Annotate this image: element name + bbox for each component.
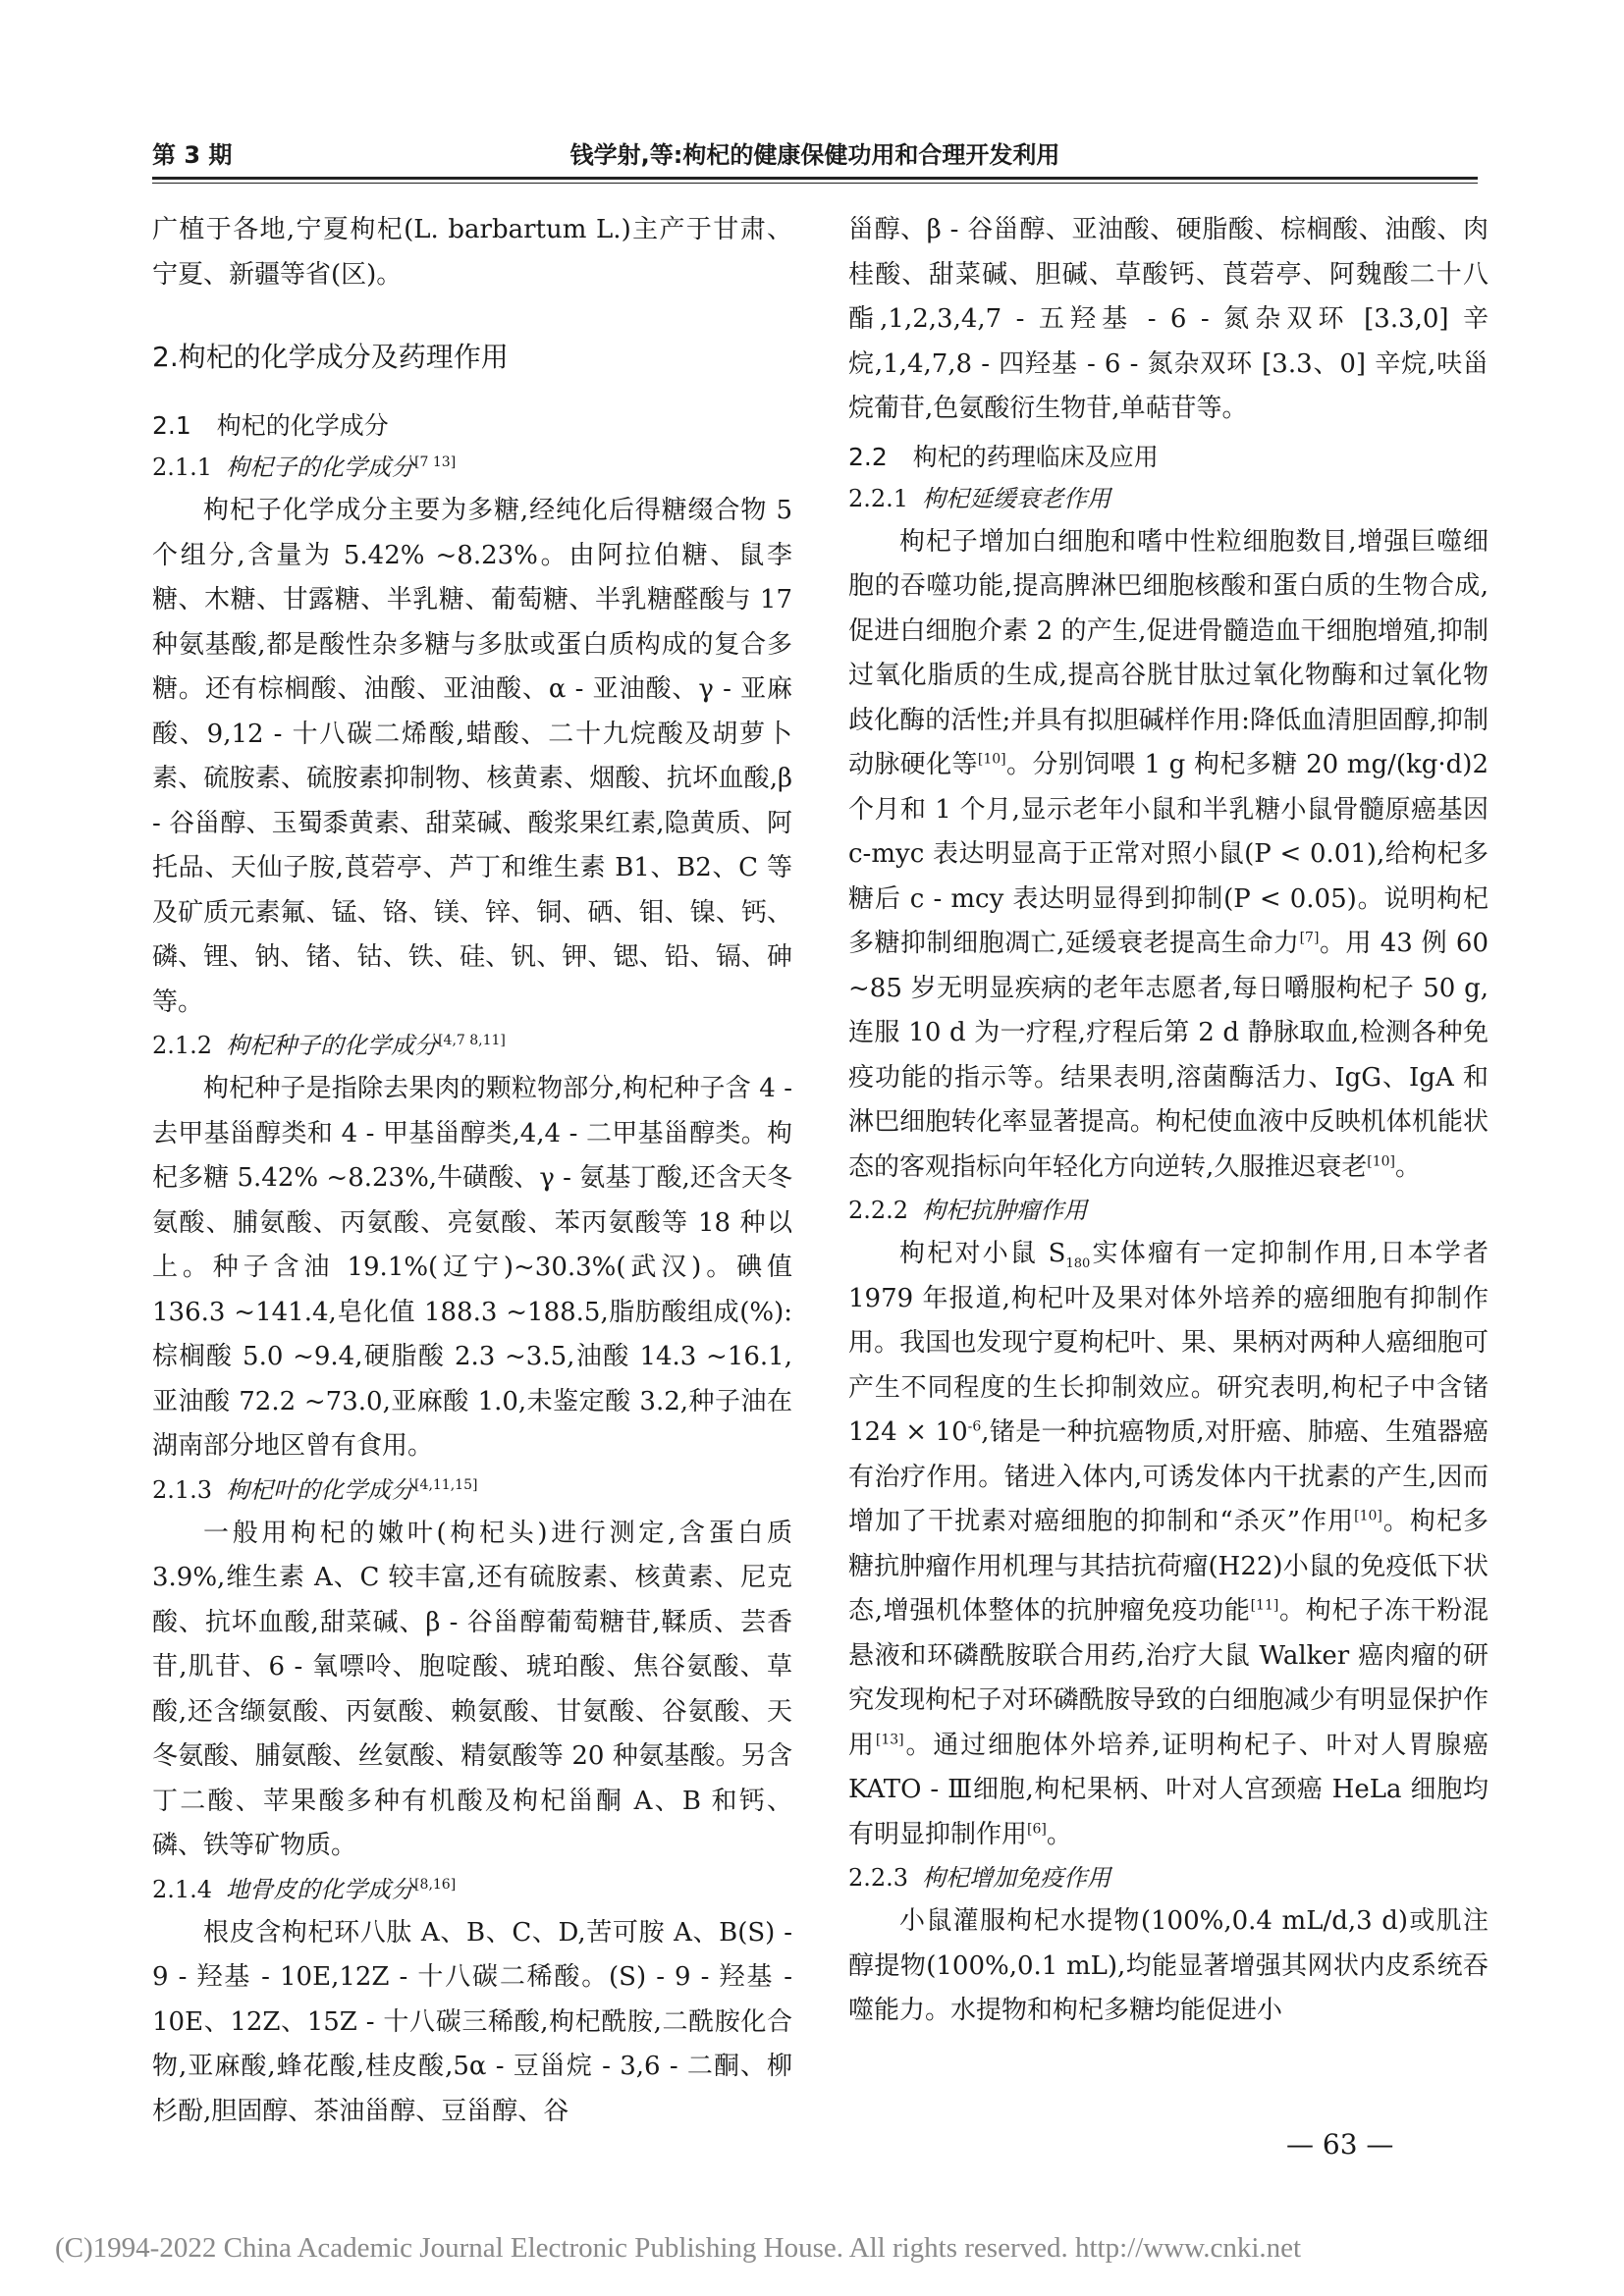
subsection-heading-2-1-2: 2.1.2 枸杞种子的化学成分[4,7 8,11] bbox=[152, 1032, 506, 1059]
citation: [10] bbox=[1367, 1152, 1396, 1169]
citation: [10] bbox=[977, 751, 1006, 768]
paragraph-2-1-4: 根皮含枸杞环八肽 A、B、C、D,苦可胺 A、B(S) - 9 - 羟基 - 10E,12Z - 十八碳二稀酸。(S) - 9 - 羟基 - 10E、12Z、15Z - 十八碳三稀酸,枸杞酰胺,二酰胺化合物,亚麻酸,蜂花酸,桂皮酸,5α - 豆甾烷 - 3,6 - 二酮、柳杉酚,胆固醇、茶油甾醇、豆甾醇、谷 bbox=[152, 1917, 792, 2126]
citation: [7 13] bbox=[414, 454, 457, 470]
copyright-footer: (C)1994-2022 China Academic Journal Electronic Publishing House. All rights reserved. http://www.cnki.net bbox=[55, 2232, 1302, 2264]
running-header bbox=[152, 135, 1478, 177]
citation: [8,16] bbox=[414, 1876, 457, 1893]
running-title: 钱学射,等:枸杞的健康保健功用和合理开发利用 bbox=[569, 141, 1060, 169]
paragraph-2-1-3: 一般用枸杞的嫩叶(枸杞头)进行测定,含蛋白质 3.9%,维生素 A、C 较丰富,还有硫胺素、核黄素、尼克酸、抗坏血酸,甜菜碱、β - 谷甾醇葡萄糖苷,鞣质、芸香苷,肌苷、6 - 氧嘌呤、胞啶酸、琥珀酸、焦谷氨酸、草酸,还含缬氨酸、丙氨酸、赖氨酸、甘氨酸、谷氨酸、天冬氨酸、脯氨酸、丝氨酸、精氨酸等 20 种氨基酸。另含丁二酸、苹果酸多种有机酸及枸杞甾酮 A、B 和钙、磷、铁等矿物质。 bbox=[152, 1518, 792, 1860]
paragraph-2-2-3: 小鼠灌服枸杞水提物(100%,0.4 mL/d,3 d)或肌注醇提物(100%,0.1 mL),均能显著增强其网状内皮系统吞噬能力。水提物和枸杞多糖均能促进小 bbox=[848, 1906, 1489, 2025]
issue-label: 第 3 期 bbox=[152, 141, 233, 169]
continued-paragraph: 甾醇、β - 谷甾醇、亚油酸、硬脂酸、棕榈酸、油酸、肉桂酸、甜菜碱、胆碱、草酸钙、莨菪亭、阿魏酸二十八酯,1,2,3,4,7 - 五羟基 - 6 - 氮杂双环 [3.3,0] 辛烷,1,4,7,8 - 四羟基 - 6 - 氮杂双环 [3.3、0] 辛烷,呋甾烷葡苷,色氨酸衍生物苷,单萜苷等。 bbox=[848, 215, 1489, 423]
subsection-heading-2-1: 2.1 枸杞的化学成分 bbox=[152, 411, 389, 440]
section-heading-2: 2.枸杞的化学成分及药理作用 bbox=[152, 341, 509, 373]
right-column bbox=[848, 208, 1489, 2034]
citation: [4,11,15] bbox=[414, 1476, 478, 1493]
page-number: — 63 — bbox=[1286, 2128, 1394, 2161]
left-column bbox=[152, 208, 792, 2134]
paragraph-2-2-2: 枸杞对小鼠 $S_{180}$实体瘤有一定抑制作用,日本学者 1979 年报道,枸杞叶及果对体外培养的癌细胞有抑制作用。我国也发现宁夏枸杞叶、果、果柄对两种人癌细胞可产生不同程度的生长抑制效应。研究表明,枸杞子中含锗 $124 \times 10^{-6}$,锗是一种抗癌物质,对肝癌、肺癌、生殖器癌有治疗作用。锗进入体内,可诱发体内干扰素的产生,因而增加了干扰素对癌细胞的抑制和“杀灭”作用[10]。枸杞多糖抗肿瘤作用机理与其拮抗荷瘤(H22)小鼠的免疫低下状态,增强机体整体的抗肿瘤免疫功能[11]。枸杞子冻干粉混悬液和环磷酰胺联合用药,治疗大鼠 Walker 癌肉瘤的研究发现枸杞子对环磷酰胺导致的白细胞减少有明显保护作用[13]。通过细胞体外培养,证明枸杞子、叶对人胃腺癌 KATO - Ⅲ细胞,枸杞果柄、叶对人宫颈癌 HeLa 细胞均有明显抑制作用[6]。 bbox=[848, 1239, 1489, 1849]
header-rule bbox=[152, 177, 1478, 184]
paragraph-2-2-1: 枸杞子增加白细胞和嗜中性粒细胞数目,增强巨噬细胞的吞噬功能,提高脾淋巴细胞核酸和蛋白质的生物合成,促进白细胞介素 2 的产生,促进骨髓造血干细胞增殖,抑制过氧化脂质的生成,提高谷胱甘肽过氧化物酶和过氧化物歧化酶的活性;并具有拟胆碱样作用:降低血清胆固醇,抑制动脉硬化等[10]。分别饲喂 1 g 枸杞多糖 20 mg/(kg·d)2 个月和 1 个月,显示老年小鼠和半乳糖小鼠骨髓原癌基因 c-myc 表达明显高于正常对照小鼠(P < 0.01),给枸杞多糖后 c - mcy 表达明显得到抑制(P < 0.05)。说明枸杞多糖抑制细胞凋亡,延缓衰老提高生命力[7]。用 43 例 60 ~85 岁无明显疾病的老年志愿者,每日嚼服枸杞子 50 g,连服 10 d 为一疗程,疗程后第 2 d 静脉取血,检测各种免疫功能的指示等。结果表明,溶菌酶活力、IgG、IgA 和淋巴细胞转化率显著提高。枸杞使血液中反映机体机能状态的客观指标向年轻化方向逆转,久服推迟衰老[10]。 bbox=[848, 526, 1489, 1182]
subsection-heading-2-2-2: 2.2.2 枸杞抗肿瘤作用 bbox=[848, 1197, 1088, 1224]
subsection-heading-2-1-4: 2.1.4 地骨皮的化学成分[8,16] bbox=[152, 1875, 457, 1903]
paragraph-2-1-2: 枸杞种子是指除去果肉的颗粒物部分,枸杞种子含 4 - 去甲基甾醇类和 4 - 甲基甾醇类,4,4 - 二甲基甾醇类。枸杞多糖 5.42% ~8.23%,牛磺酸、γ - 氨基丁酸,还含天冬氨酸、脯氨酸、丙氨酸、亮氨酸、苯丙氨酸等 18 种以上。种子含油 19.1%(辽宁)~30.3%(武汉)。碘值 136.3 ~141.4,皂化值 188.3 ~188.5,脂肪酸组成(%):棕榈酸 5.0 ~9.4,硬脂酸 2.3 ~3.5,油酸 14.3 ~16.1,亚油酸 72.2 ~73.0,亚麻酸 1.0,未鉴定酸 3.2,种子油在湖南部分地区曾有食用。 bbox=[152, 1074, 792, 1461]
subsection-heading-2-1-3: 2.1.3 枸杞叶的化学成分[4,11,15] bbox=[152, 1475, 478, 1504]
citation: [11] bbox=[1250, 1597, 1279, 1614]
citation: [4,7 8,11] bbox=[438, 1033, 506, 1048]
subsection-heading-2-1-1: 2.1.1 枸杞子的化学成分[7 13] bbox=[152, 454, 457, 481]
subsection-heading-2-2: 2.2 枸杞的药理临床及应用 bbox=[848, 442, 1159, 471]
citation: [10] bbox=[1354, 1508, 1382, 1524]
subsection-heading-2-2-1: 2.2.1 枸杞延缓衰老作用 bbox=[848, 484, 1111, 512]
citation: [13] bbox=[875, 1731, 904, 1747]
paragraph-2-1-1: 枸杞子化学成分主要为多糖,经纯化后得糖缀合物 5 个组分,含量为 5.42% ~8.23%。由阿拉伯糖、鼠李糖、木糖、甘露糖、半乳糖、葡萄糖、半乳糖醛酸与 17 种氨基酸,都是酸性杂多糖与多肽或蛋白质构成的复合多糖。还有棕榈酸、油酸、亚油酸、α - 亚油酸、γ - 亚麻酸、9,12 - 十八碳二烯酸,蜡酸、二十九烷酸及胡萝卜素、硫胺素、硫胺素抑制物、核黄素、烟酸、抗坏血酸,β - 谷甾醇、玉蜀黍黄素、甜菜碱、酸浆果红素,隐黄质、阿托品、天仙子胺,莨菪亭、芦丁和维生素 B1、B2、C 等及矿质元素氟、锰、铬、镁、锌、铜、硒、钼、镍、钙、磷、锂、钠、锗、钴、铁、硅、钒、钾、锶、铅、镉、砷等。 bbox=[152, 496, 792, 1017]
subsection-heading-2-2-3: 2.2.3 枸杞增加免疫作用 bbox=[848, 1864, 1111, 1892]
citation: [6] bbox=[1027, 1820, 1047, 1837]
intro-paragraph: 广植于各地,宁夏枸杞(L. barbartum L.)主产于甘肃、宁夏、新疆等省(区)。 bbox=[152, 215, 792, 290]
citation: [7] bbox=[1299, 930, 1320, 946]
